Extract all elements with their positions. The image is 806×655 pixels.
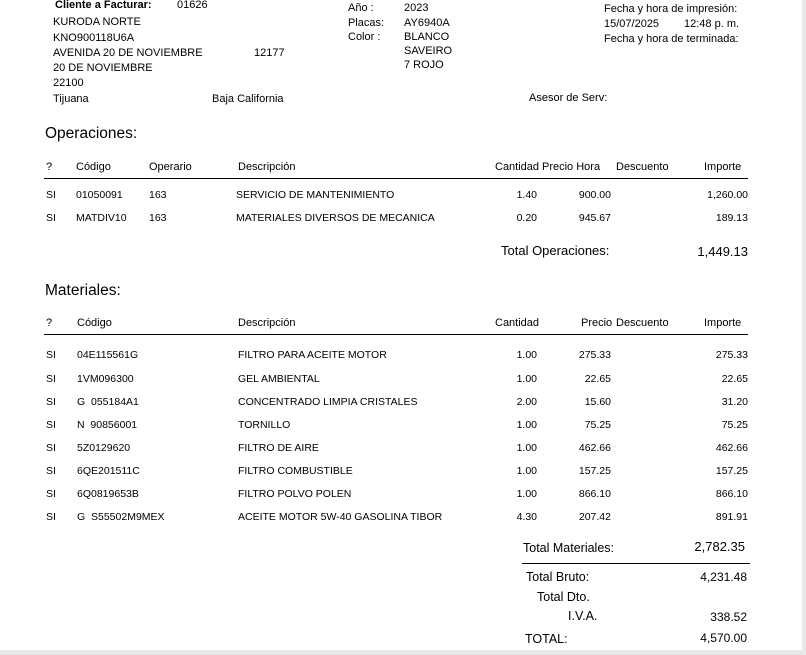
col-codigo: Código bbox=[77, 317, 112, 329]
cell-importe: 275.33 bbox=[715, 349, 748, 361]
cell-precio: 945.67 bbox=[578, 212, 611, 224]
col-cantidad: Cantidad bbox=[495, 317, 540, 329]
materials-header-divider bbox=[44, 334, 748, 335]
cell-codigo: G S55502M9MEX bbox=[77, 511, 165, 523]
col-precio: Precio bbox=[581, 317, 613, 329]
cliente-number: 01626 bbox=[177, 0, 208, 11]
color-value-1: BLANCO bbox=[404, 31, 450, 43]
cell-precio: 462.66 bbox=[578, 442, 611, 454]
col-importe: Importe bbox=[704, 317, 742, 329]
cell-codigo: 01050091 bbox=[76, 189, 123, 201]
viewer-frame-right bbox=[802, 0, 806, 655]
cell-precio: 75.25 bbox=[584, 419, 611, 431]
cell-importe: 189.13 bbox=[715, 212, 748, 224]
viewer-frame-bottom bbox=[0, 650, 806, 655]
cliente-label: Cliente a Facturar: bbox=[55, 0, 152, 11]
grand-total-label: TOTAL: bbox=[525, 632, 568, 646]
color-label: Color : bbox=[348, 31, 381, 43]
color-value-2: SAVEIRO bbox=[404, 45, 453, 57]
totals-divider bbox=[522, 563, 750, 564]
cell-q: SI bbox=[46, 488, 56, 500]
cell-operario: 163 bbox=[149, 212, 167, 224]
cell-cantidad: 1.00 bbox=[516, 419, 537, 431]
cell-descripcion: FILTRO POLVO POLEN bbox=[238, 488, 352, 500]
cell-precio: 866.10 bbox=[578, 488, 611, 500]
cell-q: SI bbox=[46, 373, 56, 385]
client-cp: 22100 bbox=[53, 77, 84, 89]
operations-total-value: 1,449.13 bbox=[697, 244, 748, 259]
cell-descripcion: CONCENTRADO LIMPIA CRISTALES bbox=[238, 396, 418, 408]
plates-label: Placas: bbox=[348, 17, 385, 29]
finished-datetime-label: Fecha y hora de terminada: bbox=[604, 33, 739, 45]
client-street: AVENIDA 20 DE NOVIEMBRE bbox=[53, 47, 203, 59]
client-state: Baja California bbox=[212, 93, 284, 105]
cell-q: SI bbox=[46, 212, 56, 224]
cell-importe: 157.25 bbox=[715, 465, 748, 477]
cell-importe: 31.20 bbox=[721, 396, 748, 408]
col-cantidad: Cantidad bbox=[495, 161, 540, 173]
cell-descripcion: FILTRO DE AIRE bbox=[238, 442, 319, 454]
grand-total-value: 4,570.00 bbox=[700, 631, 747, 645]
cell-descripcion: GEL AMBIENTAL bbox=[238, 373, 320, 385]
cell-q: SI bbox=[46, 511, 56, 523]
cell-codigo: MATDIV10 bbox=[76, 212, 127, 224]
cell-cantidad: 1.00 bbox=[516, 373, 537, 385]
col-importe: Importe bbox=[704, 161, 742, 173]
cell-q: SI bbox=[46, 442, 56, 454]
cell-precio: 900.00 bbox=[578, 189, 611, 201]
cell-descripcion: SERVICIO DE MANTENIMIENTO bbox=[236, 189, 395, 201]
operations-total-label: Total Operaciones: bbox=[501, 243, 610, 258]
gross-total-value: 4,231.48 bbox=[700, 570, 747, 584]
cell-importe: 866.10 bbox=[715, 488, 748, 500]
cell-operario: 163 bbox=[149, 189, 167, 201]
cell-cantidad: 4.30 bbox=[516, 511, 537, 523]
print-time: 12:48 p. m. bbox=[684, 18, 740, 30]
plates-value: AY6940A bbox=[404, 17, 450, 29]
cell-cantidad: 2.00 bbox=[516, 396, 537, 408]
cell-importe: 1,260.00 bbox=[707, 189, 748, 201]
iva-value: 338.52 bbox=[710, 610, 747, 624]
cell-descripcion: MATERIALES DIVERSOS DE MECANICA bbox=[236, 212, 435, 224]
client-street-number: 12177 bbox=[254, 47, 285, 59]
col-codigo: Código bbox=[76, 161, 111, 173]
gross-total-label: Total Bruto: bbox=[526, 570, 590, 584]
cell-q: SI bbox=[46, 465, 56, 477]
cell-codigo: 6Q0819653B bbox=[77, 488, 139, 500]
cell-codigo: 04E115561G bbox=[77, 349, 139, 361]
cell-cantidad: 1.00 bbox=[516, 349, 537, 361]
cell-cantidad: 1.00 bbox=[516, 488, 537, 500]
cell-descripcion: ACEITE MOTOR 5W-40 GASOLINA TIBOR bbox=[238, 511, 443, 523]
materials-total-label: Total Materiales: bbox=[523, 541, 615, 555]
iva-label: I.V.A. bbox=[568, 609, 598, 623]
cell-importe: 22.65 bbox=[721, 373, 748, 385]
materials-title: Materiales: bbox=[45, 282, 121, 299]
color-value-3: 7 ROJO bbox=[404, 59, 444, 71]
cell-q: SI bbox=[46, 396, 56, 408]
materials-total-value: 2,782.35 bbox=[694, 539, 745, 554]
col-operario: Operario bbox=[149, 161, 192, 173]
col-descripcion: Descripción bbox=[238, 161, 296, 173]
cell-cantidad: 1.40 bbox=[516, 189, 537, 201]
cell-q: SI bbox=[46, 349, 56, 361]
cell-codigo: G 055184A1 bbox=[77, 396, 139, 408]
cell-importe: 75.25 bbox=[721, 419, 748, 431]
cell-codigo: 1VM096300 bbox=[77, 373, 134, 385]
client-rfc: KNO900118U6A bbox=[53, 32, 135, 44]
cell-q: SI bbox=[46, 189, 56, 201]
col-descuento: Descuento bbox=[616, 161, 669, 173]
operations-header-divider bbox=[44, 178, 748, 179]
cell-descripcion: TORNILLO bbox=[238, 419, 291, 431]
cell-cantidad: 1.00 bbox=[516, 465, 537, 477]
client-city: Tijuana bbox=[53, 93, 89, 105]
operations-title: Operaciones: bbox=[45, 125, 138, 142]
discount-total-label: Total Dto. bbox=[537, 590, 590, 604]
print-datetime-label: Fecha y hora de impresión: bbox=[604, 3, 738, 15]
cell-precio: 157.25 bbox=[578, 465, 611, 477]
cell-codigo: 6QE201511C bbox=[77, 465, 140, 477]
cell-precio: 275.33 bbox=[578, 349, 611, 361]
col-descuento: Descuento bbox=[616, 317, 669, 329]
year-value: 2023 bbox=[404, 2, 429, 14]
col-precio-hora: Precio Hora bbox=[542, 161, 601, 173]
cell-q: SI bbox=[46, 419, 56, 431]
col-q: ? bbox=[46, 317, 53, 329]
cell-importe: 891.91 bbox=[715, 511, 748, 523]
service-advisor-label: Asesor de Serv: bbox=[529, 92, 608, 104]
col-descripcion: Descripción bbox=[238, 317, 296, 329]
client-name: KURODA NORTE bbox=[53, 16, 141, 28]
col-q: ? bbox=[46, 161, 53, 173]
cell-precio: 22.65 bbox=[584, 373, 611, 385]
client-colonia: 20 DE NOVIEMBRE bbox=[53, 62, 153, 74]
cell-cantidad: 1.00 bbox=[516, 442, 537, 454]
year-label: Año : bbox=[348, 2, 374, 14]
cell-precio: 15.60 bbox=[584, 396, 611, 408]
print-date: 15/07/2025 bbox=[604, 18, 660, 30]
cell-codigo: 5Z0129620 bbox=[77, 442, 131, 454]
cell-importe: 462.66 bbox=[715, 442, 748, 454]
cell-precio: 207.42 bbox=[578, 511, 611, 523]
cell-descripcion: FILTRO COMBUSTIBLE bbox=[238, 465, 353, 477]
cell-codigo: N 90856001 bbox=[77, 419, 138, 431]
cell-cantidad: 0.20 bbox=[516, 212, 537, 224]
cell-descripcion: FILTRO PARA ACEITE MOTOR bbox=[238, 349, 387, 361]
